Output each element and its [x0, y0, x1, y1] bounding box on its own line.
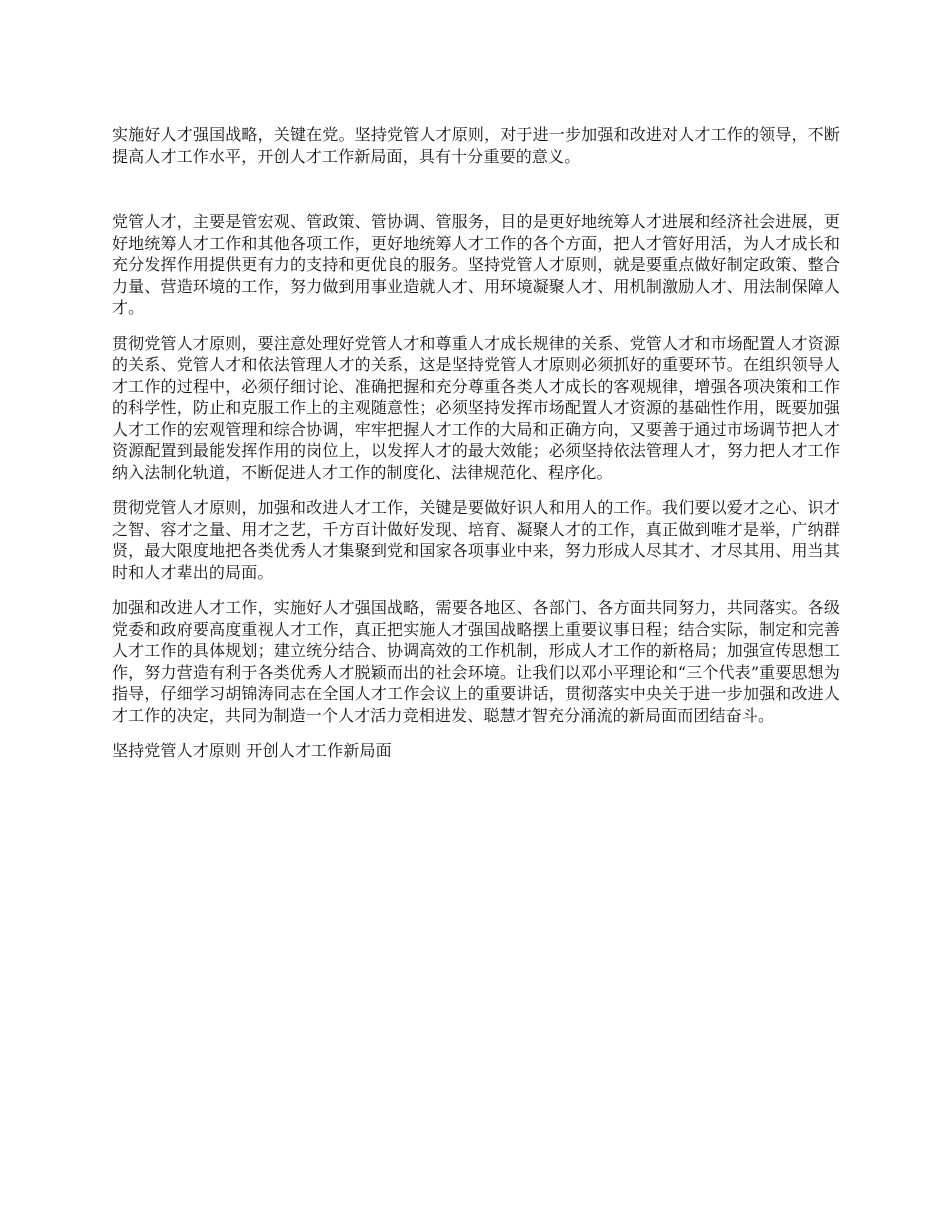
paragraph-talent-recognition: 贯彻党管人才原则，加强和改进人才工作，关键是要做好识人和用人的工作。我们要以爱才之心、识才之智、容才之量、用才之艺，千方百计做好发现、培育、凝聚人才的工作，真正做到唯才是举，广纳群贤，最大限度地把各类优秀人才集聚到党和国家各项事业中来，努力形成人尽其才、才尽其用、用当其时和人才辈出的局面。 — [112, 498, 840, 582]
paragraph-relationships: 贯彻党管人才原则，要注意处理好党管人才和尊重人才成长规律的关系、党管人才和市场配置人才资源的关系、党管人才和依法管理人才的关系，这是坚持党管人才原则必须抓好的重要环节。在组织领导人才工作的过程中，必须仔细讨论、准确把握和充分尊重各类人才成长的客观规律，增强各项决策和工作的科学性，防止和克服工作上的主观随意性；必须坚持发挥市场配置人才资源的基础性作用，既要加强人才工作的宏观管理和综合协调，牢牢把握人才工作的大局和正确方向，又要善于通过市场调节把人才资源配置到最能发挥作用的岗位上，以发挥人才的最大效能；必须坚持依法管理人才，努力把人才工作纳入法制化轨道，不断促进人才工作的制度化、法律规范化、程序化。 — [112, 333, 840, 482]
document-page — [112, 124, 840, 776]
paragraph-party-management: 党管人才，主要是管宏观、管政策、管协调、管服务，目的是更好地统筹人才进展和经济社会进展，更好地统筹人才工作和其他各项工作，更好地统筹人才工作的各个方面，把人才管好用活，为人才成长和充分发挥作用提供更有力的支持和更优良的服务。坚持党管人才原则，就是要重点做好制定政策、整合力量、营造环境的工作，努力做到用事业造就人才、用环境凝聚人才、用机制激励人才、用法制保障人才。 — [112, 212, 840, 317]
paragraph-implementation: 加强和改进人才工作，实施好人才强国战略，需要各地区、各部门、各方面共同努力，共同落实。各级党委和政府要高度重视人才工作，真正把实施人才强国战略摆上重要议事日程；结合实际，制定和完善人才工作的具体规划；建立统分结合、协调高效的工作机制，形成人才工作的新格局；加强宣传思想工作，努力营造有利于各类优秀人才脱颖而出的社会环境。让我们以邓小平理论和“三个代表”重要思想为指导，仔细学习胡锦涛同志在全国人才工作会议上的重要讲话，贯彻落实中央关于进一步加强和改进人才工作的决定，共同为制造一个人才活力竞相进发、聪慧才智充分涌流的新局面而团结奋斗。 — [112, 598, 840, 725]
paragraph-intro: 实施好人才强国战略，关键在党。坚持党管人才原则，对于进一步加强和改进对人才工作的领导，不断提高人才工作水平，开创人才工作新局面，具有十分重要的意义。 — [112, 125, 840, 166]
footer-title: 坚持党管人才原则 开创人才工作新局面 — [112, 741, 392, 760]
